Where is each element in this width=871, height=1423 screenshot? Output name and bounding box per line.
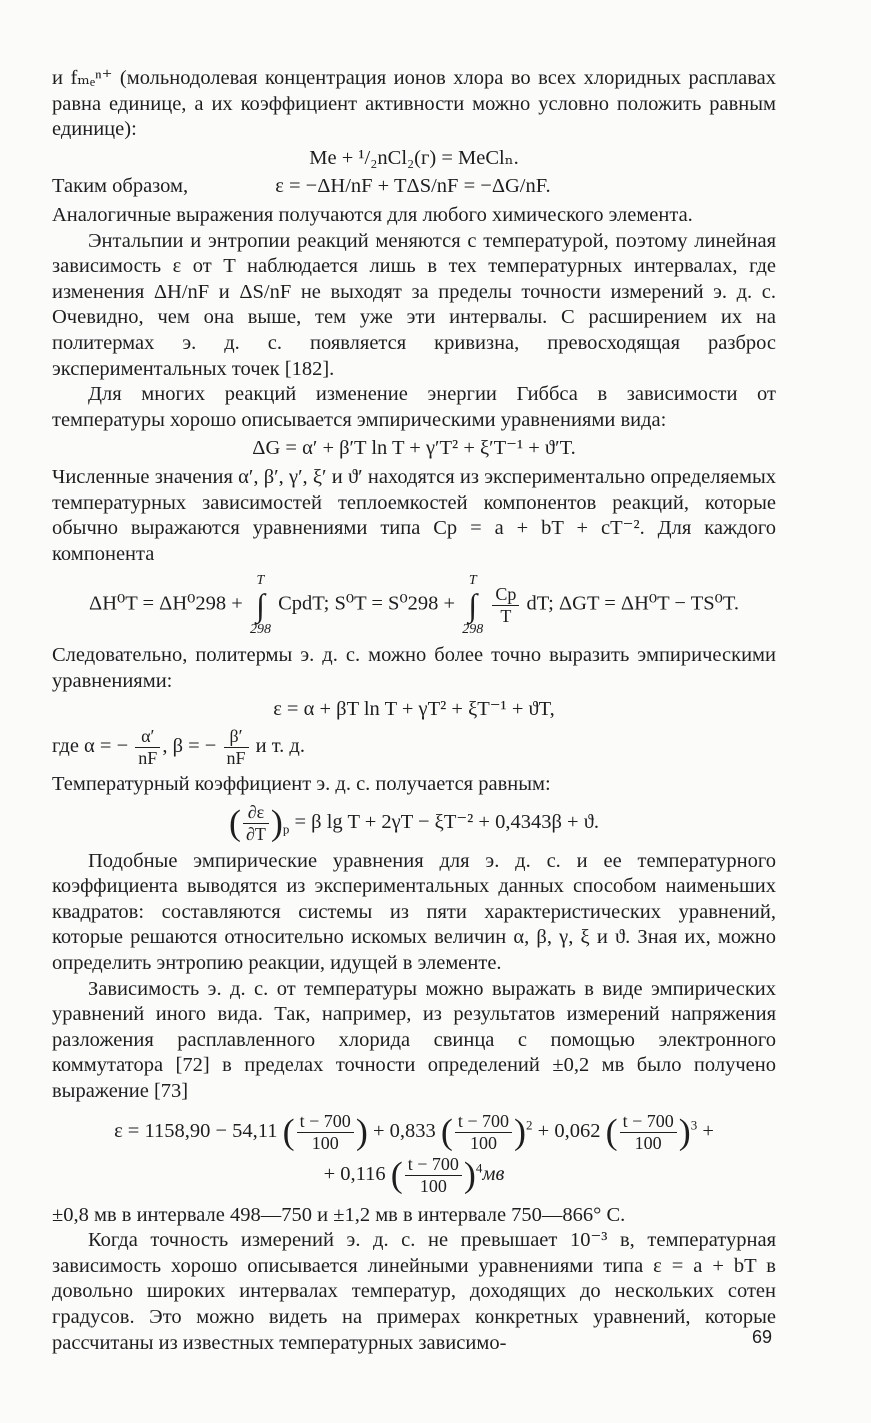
eq7-fraction-3 — [620, 1111, 677, 1154]
alpha-def: α = − — [84, 735, 129, 758]
eq7-num-3: t − 700 — [620, 1111, 677, 1133]
equation-components — [52, 573, 776, 637]
where-line — [52, 726, 776, 769]
page-number: 69 — [752, 1327, 773, 1347]
paragraph-11: Когда точность измерений э. д. с. не превышает 10⁻³ в, температурная зависимость хорошо описывается линейными уравнениями типа ε = a + bT в довольно широких интервалах температур, доходящих до нескольких сотен градусов. Это можно видеть на примерах конкретных уравнений, которые рассчитаны из известных температурных зависимо- — [52, 1229, 776, 1354]
eq7-power-3: 3 — [690, 1116, 698, 1132]
integral-upper-2: T — [468, 573, 477, 589]
eq7-fraction-4 — [405, 1154, 462, 1197]
eq7-den-1: 100 — [311, 1132, 339, 1153]
where-tail: и т. д. — [255, 735, 305, 758]
equation-reaction: Me + ¹/₂nCl₂(г) = MeClₙ. — [309, 146, 519, 169]
paragraph-7: Температурный коэффициент э. д. с. получается равным: — [52, 773, 551, 796]
integral-upper-1: T — [256, 573, 265, 589]
eq4-part5: ΔGT = ΔH⁰T − TS⁰T. — [558, 592, 739, 615]
derivative-subscript: p — [282, 820, 290, 836]
beta-def: , β = − — [162, 735, 217, 758]
equation-emf: ε = −ΔH/nF + TΔS/nF = −ΔG/nF. — [275, 175, 551, 198]
paragraph-10: ±0,8 мв в интервале 498—750 и ±1,2 мв в интервале 750—866° C. — [52, 1203, 626, 1226]
alpha-numerator: α′ — [135, 726, 160, 748]
paragraph-1: и fₘₑⁿ⁺ (мольнодолевая концентрация ионов хлора во всех хлоридных расплавах равна единице, а их коэффициент активности можно условно положить равным единице): — [52, 67, 776, 141]
eq7-den-4: 100 — [419, 1175, 447, 1196]
paragraph-6: Следовательно, политермы э. д. с. можно более точно выразить эмпирическими уравнениями: — [52, 644, 776, 692]
beta-fraction — [224, 726, 249, 769]
temp-coefficient-rhs: = β lg T + 2γT − ξT⁻² + 0,4343β + ϑ. — [294, 810, 600, 833]
integral-sign-2: T ∫ 298 — [462, 573, 484, 638]
beta-denominator: nF — [226, 748, 246, 769]
eq7-num-2: t − 700 — [455, 1111, 512, 1133]
equation-gibbs: ΔG = α′ + β′T ln T + γ′T² + ξ′T⁻¹ + ϑ′T. — [252, 437, 576, 460]
alpha-fraction — [135, 726, 160, 769]
derivative-numerator: ∂ε — [243, 802, 269, 824]
eq4-part2: CpdT; — [278, 592, 330, 615]
paragraph-8: Подобные эмпирические уравнения для э. д. с. и ее температурного коэффициента выводятся из экспериментальных данных способом наименьших квадратов: составляются системы из пяти характеристических уравнений, которые решаются относительно искомых величин α, β, γ, ξ и ϑ. Зная их, можно определить энтропию реакции, идущей в элементе. — [52, 849, 776, 975]
paragraph-9: Зависимость э. д. с. от температуры можно выражать в виде эмпирических уравнений иного вида. Так, например, из результатов измерений напряжения разложения расплавленного хлорида свинца с помощью электронного коммутатора [72] в пределах точности определений ±0,2 мв было получено выражение [73] — [52, 977, 776, 1102]
derivative-denominator: ∂T — [245, 823, 266, 844]
eq7-unit: мв — [482, 1162, 505, 1185]
integral-lower-1: 298 — [249, 622, 271, 638]
paragraph-2: Аналогичные выражения получаются для любого химического элемента. — [52, 203, 693, 226]
eq7-term-3: + 0,062 — [537, 1119, 601, 1142]
eq7-power-2: 2 — [526, 1116, 533, 1132]
eq7-term-2: + 0,833 — [372, 1119, 436, 1142]
where-label: где — [52, 735, 79, 758]
equation-emf-line — [52, 174, 776, 200]
alpha-denominator: nF — [138, 748, 158, 769]
derivative-fraction — [243, 802, 269, 845]
equation-temp-coefficient: ( $\frac{\partial\varepsilon}{\partial T}$ )$_p = \beta$ lg T + 2γT − ξT⁻² + 0,4343β + ϑ. — [228, 801, 600, 844]
beta-numerator: β′ — [224, 726, 249, 748]
eq4-part3: S⁰T = S⁰298 + — [334, 592, 456, 615]
fraction-denominator: T — [500, 605, 512, 626]
eq7-den-2: 100 — [469, 1132, 497, 1153]
eq4-part4: dT; — [526, 592, 554, 615]
equation-lead-chloride: ε = 1158,90 − 54,11 ( $\frac{t - 700}{100}$ ) + 0,833 ( $\frac{t - 700}{100}$ )$^2$ + 0,062 ( $\frac{t - 700}{100}$ )$^3$ + — [114, 1110, 714, 1153]
eq7-lead: ε = 1158,90 − 54,11 — [114, 1119, 278, 1142]
eq7-term-4: + — [702, 1119, 714, 1142]
eq7-fraction-1 — [297, 1111, 354, 1154]
paragraph-5: Численные значения α′, β′, γ′, ξ′ и ϑ′ находятся из экспериментально определяемых температурных зависимостей теплоемкостей компонентов реакций, которые обычно выражаются уравнениями типа Cp = a + bT + cT⁻². Для каждого компонента — [52, 465, 776, 565]
eq7-num-1: t − 700 — [297, 1111, 354, 1133]
equation-emf-polytherm: ε = α + βT ln T + γT² + ξT⁻¹ + ϑT, — [273, 698, 555, 721]
eq7-fraction-2 — [455, 1111, 512, 1154]
paragraph-4: Для многих реакций изменение энергии Гиббса в зависимости от температуры хорошо описывается эмпирическими уравнениями вида: — [52, 383, 776, 431]
fraction-numerator: Cp — [492, 584, 519, 606]
eq7-den-3: 100 — [634, 1132, 662, 1153]
eq7-line2-lead: + 0,116 — [323, 1162, 386, 1185]
integral-lower-2: 298 — [462, 622, 484, 638]
integral-sign-1: T ∫ 298 — [249, 573, 271, 638]
eq7-power-4: 4 — [475, 1159, 483, 1175]
thus-label: Таким образом, — [52, 175, 189, 198]
cp-over-t-fraction — [492, 584, 519, 627]
paragraph-3: Энтальпии и энтропии реакций меняются с температурой, поэтому линейная зависимость ε от T наблюдается лишь в тех температурных интервалах, где изменения ΔH/nF и ΔS/nF не выходят за пределы точности измерений э. д. с. Очевидно, чем она выше, тем уже эти интервалы. С расширением их на политермах э. д. с. появляется кривизна, превосходящая разброс экспериментальных точек [182]. — [52, 229, 776, 380]
equation-lead-chloride-line2: + 0,116 ( $\frac{t - 700}{100}$ )$^4$мв — [323, 1153, 505, 1196]
eq4-part1: ΔH⁰T = ΔH⁰298 + — [89, 592, 243, 615]
eq7-num-4: t − 700 — [405, 1154, 462, 1176]
text-column — [52, 66, 776, 1356]
